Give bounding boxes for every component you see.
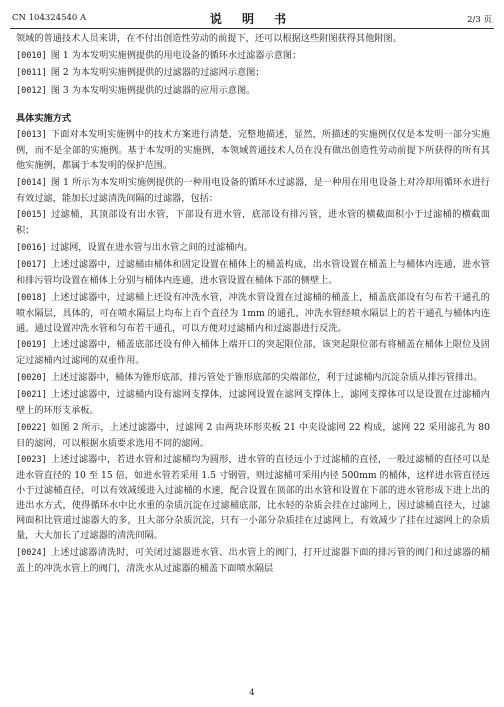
paragraph-0010 (16, 48, 490, 64)
paragraph-0015 (16, 207, 490, 238)
document-body (16, 31, 490, 577)
paragraph-0014 (16, 175, 490, 206)
paragraph-0017 (16, 257, 490, 288)
paragraph-number: [0017] (16, 260, 47, 270)
paragraph-0021 (16, 387, 490, 418)
paragraph-0022 (16, 420, 490, 451)
paragraph-0023 (16, 452, 490, 543)
paragraph-number: [0013] (16, 130, 47, 140)
paragraph-0018 (16, 290, 490, 336)
paragraph-0019 (16, 337, 490, 368)
paragraph-text: 图 1 所示为本发明实施例提供的一种用电设备的循环水过滤器，是一种用在用电设备上对冷却用循环水进行有效过滤，能加长过滤清洗间隔的过滤器，包括： (16, 176, 490, 204)
paragraph-number: [0024] (16, 547, 47, 558)
paragraph-text: 上述过滤器中，桶盖底部还设有伸入桶体上端开口的突起限位部，该突起限位部有将桶盖在桶体上限位及固定过滤桶内过滤网的双重作用。 (16, 339, 490, 366)
paragraph-text: 下面对本发明实施例中的技术方案进行清楚、完整地描述，显然，所描述的实施例仅仅是本发明一部分实施例，而不是全部的实施例。基于本发明的实施例，本领域普通技术人员在没有做出创造性劳动前提下所获得的所有其他实施例，都属于本发明的保护范围。 (16, 129, 490, 171)
paragraph-0013 (16, 127, 490, 173)
paragraph-number: [0011] (16, 68, 47, 78)
paragraph-text: 上述过滤器中，过滤桶上还设有冲洗水管，冲洗水管设置在过滤桶的桶盖上，桶盖底部设有匀布若干通孔的喷水隔层，具体的，可在喷水隔层上均布上百个直径为 1mm 的通孔，冲洗水管经喷水隔层上的若干通孔与桶体内连通。通过设置冲洗水管和匀布若干通孔，可以方便对过滤桶内和过滤器进行反洗。 (16, 291, 490, 334)
paragraph-0012 (16, 83, 490, 99)
paragraph-number: [0010] (16, 50, 47, 61)
paragraph-number: [0020] (16, 372, 47, 383)
paragraph-0024 (16, 545, 490, 576)
paragraph-number: [0022] (16, 422, 47, 433)
paragraph-text: 上述过滤器中，过滤桶由桶体和固定设置在桶体上的桶盖构成，出水管设置在桶盖上与桶体内连通，进水管和排污管均设置在桶体上分别与桶体内连通，进水管设置在桶体下部的侧壁上。 (16, 259, 490, 286)
page-indicator: 2/3 页 (467, 15, 492, 25)
paragraph-number: [0018] (16, 292, 47, 303)
paragraph-text: 上述过滤器中，过滤桶内设有滤网支撑体，过滤网设置在滤网支撑体上，滤网支撑体可以是设置在过滤桶内壁上的环形支承板。 (16, 389, 490, 416)
paragraph-text: 如图 2 所示，上述过滤器中，过滤网 2 由两块环形夹板 21 中夹设滤网 22 构成，滤网 22 采用滤孔为 80 目的滤网，可以根据水质要求选用不同的滤网。 (16, 421, 490, 449)
paragraph-text: 过滤网，设置在进水管与出水管之间的过滤桶内。 (50, 241, 253, 253)
paragraph-text: 过滤桶，其顶部设有出水管，下部设有进水管，底部设有排污管，进水管的横截面积小于过滤桶的横截面积； (16, 209, 490, 236)
paragraph-0011 (16, 65, 490, 81)
paragraph-number: [0019] (16, 340, 47, 350)
paragraph-text: 上述过滤器清洗时，可关闭过滤器进水管、出水管上的阀门，打开过滤器下面的排污管的阀门和过滤器的桶盖上的冲洗水管上的阀门，清洗水从过滤器的桶盖下面喷水隔层 (16, 546, 490, 574)
paragraph-number: [0016] (16, 242, 47, 253)
patent-number: CN 104324540 A (12, 13, 87, 23)
paragraph-number: [0023] (16, 455, 47, 465)
page-number: 4 (249, 688, 255, 698)
section-heading: 具体实施方式 (16, 112, 72, 124)
paragraph-text: 上述过滤器中，若进水管和过滤桶均为圆形，进水管的直径远小于过滤桶的直径，一般过滤桶的直径可以是进水管直径的 10 至 15 倍，如进水管若采用 1.5 寸钢管，则过滤桶可采用内径 500mm 的桶体，这样进水管直径远小于过滤桶直径，可以有效减缓进入过滤桶的水速，配合设置在顶部的出水管和设置在下部的进水管形成下进上出的进出水方式，使得循环水中比水重的杂质沉淀在过滤桶底部，比水轻的杂质会挂在过滤网上，因过滤桶直径大，过滤网面积比管道过滤器大的多，且大部分杂质沉淀，只有一小部分杂质挂在过滤网上，有效减少了挂在过滤网上的杂质量，大大加长了过滤器的清洗间隔。 (16, 454, 490, 541)
paragraph-0020 (16, 370, 490, 386)
header-divider (10, 28, 494, 29)
paragraph-number: [0012] (16, 85, 47, 96)
paragraph-number: [0014] (16, 177, 47, 188)
page-header (10, 10, 494, 28)
paragraph-text: 图 3 为本发明实施例提供的过滤器的应用示意图。 (50, 84, 256, 96)
paragraph-text: 图 2 为本发明实施例提供的过滤器的过滤网示意图； (50, 67, 265, 78)
document-type: 说 明 书 (209, 12, 295, 26)
paragraph-number: [0015] (16, 210, 47, 220)
intro-paragraph: 领域的普通技术人员来讲，在不付出创造性劳动的前提下，还可以根据这些附图获得其他附图。 (16, 33, 402, 44)
paragraph-number: [0021] (16, 390, 47, 400)
paragraph-text: 图 1 为本发明实施例提供的用电设备的循环水过滤器示意图； (50, 49, 302, 61)
paragraph-0016 (16, 240, 490, 256)
paragraph-text: 上述过滤器中，桶体为锥形底部，排污管处于锥形底部的尖端部位，利于过滤桶内沉淀杂质从排污管排出。 (50, 371, 483, 383)
